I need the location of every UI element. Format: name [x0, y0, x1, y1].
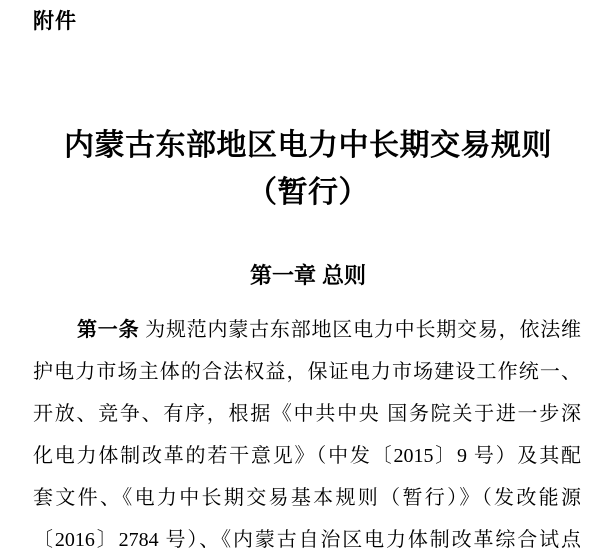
- paragraph-line-text: 为规范内蒙古东部地区电力中长期交易，依法维: [145, 319, 581, 341]
- paragraph-line: 开放、竞争、有序，根据《中共中央 国务院关于进一步深: [33, 403, 581, 425]
- paragraph-line: 护电力市场主体的合法权益，保证电力市场建设工作统一、: [33, 361, 581, 383]
- document-title-line1: 内蒙古东部地区电力中长期交易规则: [64, 129, 552, 162]
- document-title: [0, 122, 616, 216]
- paragraph-line: 〔2016〕2784 号）、《内蒙古自治区电力体制改革综合试点: [33, 529, 581, 551]
- chapter-heading: 第一章 总则: [249, 263, 367, 288]
- paragraph-line: [33, 309, 581, 351]
- document-title-line2: （暂行）: [247, 176, 369, 209]
- article-paragraph: [33, 309, 581, 559]
- paragraph-line: 套文件、《电力中长期交易基本规则（暂行）》（发改能源: [33, 487, 581, 509]
- paragraph-line: 化电力体制改革的若干意见》（中发〔2015〕9 号）及其配: [33, 445, 581, 467]
- attachment-label: 附件: [33, 10, 77, 33]
- article-number-label: 第一条: [77, 319, 140, 341]
